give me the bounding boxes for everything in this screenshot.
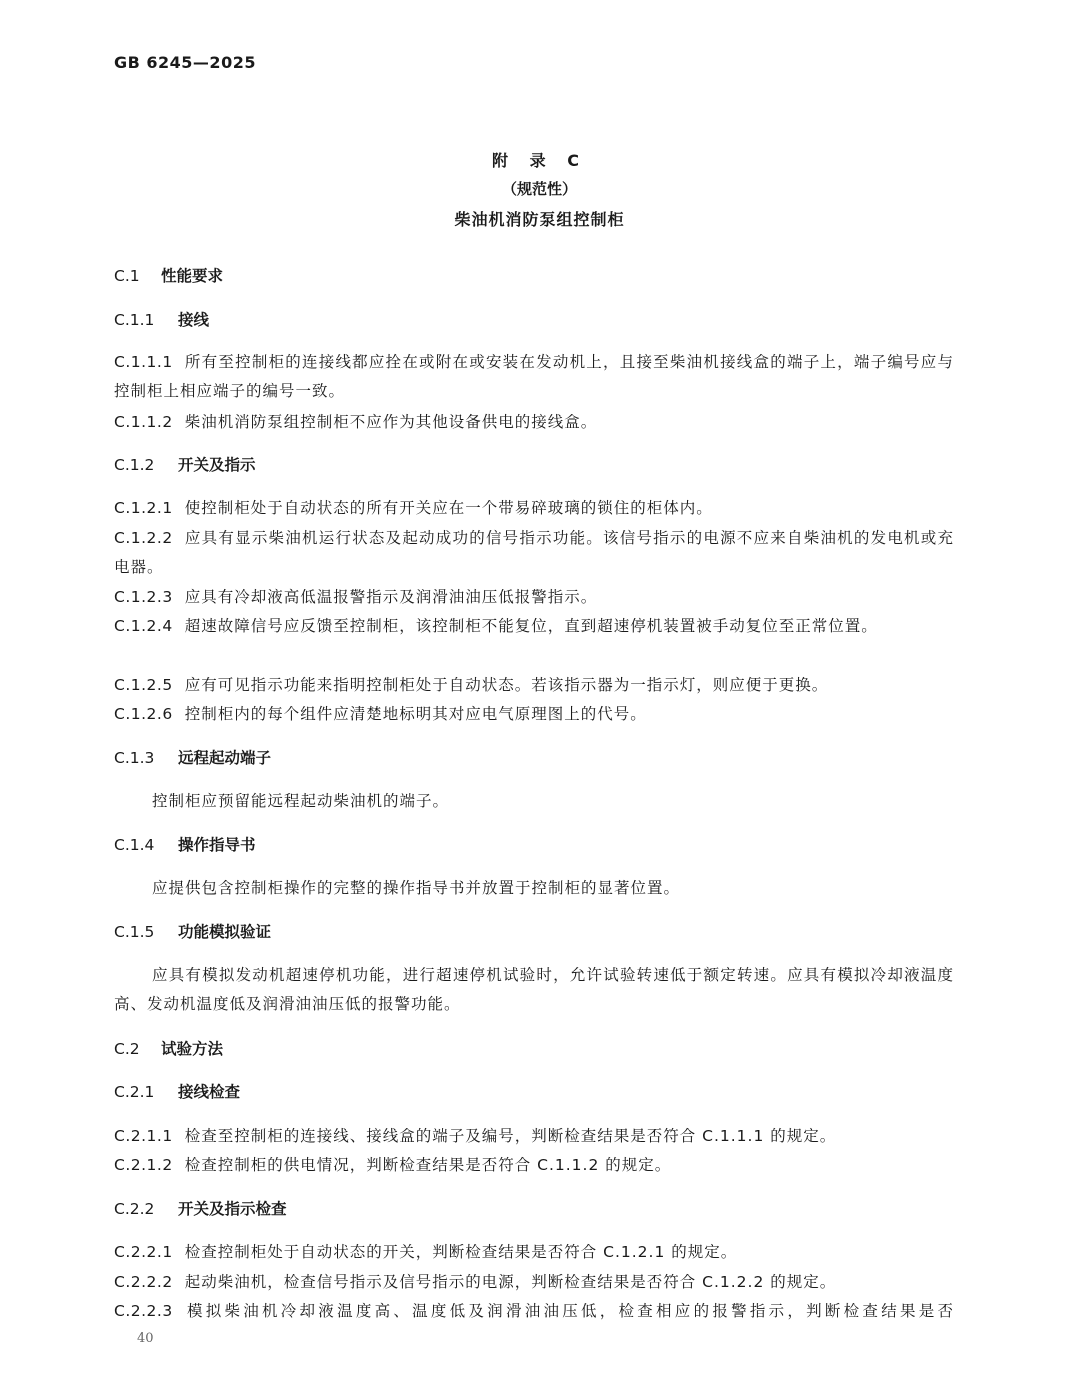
clause-paragraph xyxy=(114,524,954,582)
section-title: 开关及指示检查 xyxy=(178,1200,287,1218)
section-number: C.1.5 xyxy=(114,923,155,941)
standard-code: GB 6245—2025 xyxy=(114,53,256,72)
clause-number: C.2.2.1 xyxy=(114,1243,173,1261)
appendix-type: （规范性） xyxy=(501,180,577,198)
section-number: C.2 xyxy=(114,1040,140,1058)
clause-number: C.1.2.3 xyxy=(114,588,173,606)
clause-paragraph xyxy=(114,700,954,729)
body-paragraph: 应提供包含控制柜操作的完整的操作指导书并放置于控制柜的显著位置。 xyxy=(152,879,681,897)
section-number: C.1.4 xyxy=(114,836,155,854)
section-heading xyxy=(114,306,954,335)
appendix-name: 柴油机消防泵组控制柜 xyxy=(454,210,625,229)
clause-text: 起动柴油机，检查信号指示及信号指示的电源，判断检查结果是否符合 C.1.2.2 的规定。 xyxy=(184,1273,837,1291)
clause-text: 模拟柴油机冷却液温度高、温度低及润滑油油压低，检查相应的报警指示，判断检查结果是否 xyxy=(184,1302,954,1320)
body-paragraph: 应具有模拟发动机超速停机功能，进行超速停机试验时，允许试验转速低于额定转速。应具有模拟冷却液温度高、发动机温度低及润滑油油压低的报警功能。 xyxy=(114,966,954,1013)
page-number: 40 xyxy=(137,1331,154,1346)
section-heading xyxy=(114,1035,954,1064)
section-heading xyxy=(114,262,954,291)
section-title: 远程起动端子 xyxy=(178,749,272,767)
clause-text: 检查控制柜处于自动状态的开关，判断检查结果是否符合 C.1.2.1 的规定。 xyxy=(184,1243,738,1261)
clause-text: 检查至控制柜的连接线、接线盒的端子及编号，判断检查结果是否符合 C.1.1.1 的规定。 xyxy=(184,1127,837,1145)
clause-text: 应有可见指示功能来指明控制柜处于自动状态。若该指示器为一指示灯，则应便于更换。 xyxy=(184,676,829,694)
clause-text: 柴油机消防泵组控制柜不应作为其他设备供电的接线盒。 xyxy=(184,413,598,431)
clause-number: C.2.2.3 xyxy=(114,1302,173,1320)
section-number: C.1 xyxy=(114,267,140,285)
appendix-title: 附 录 C xyxy=(492,151,587,170)
clause-text: 使控制柜处于自动状态的所有开关应在一个带易碎玻璃的锁住的柜体内。 xyxy=(184,499,713,517)
clause-text: 应具有冷却液高低温报警指示及润滑油油压低报警指示。 xyxy=(184,588,598,606)
section-heading xyxy=(114,744,954,773)
section-number: C.1.1 xyxy=(114,311,155,329)
clause-number: C.2.1.2 xyxy=(114,1156,173,1174)
clause-number: C.2.2.2 xyxy=(114,1273,173,1291)
section-title: 功能模拟验证 xyxy=(178,923,272,941)
section-title: 操作指导书 xyxy=(178,836,256,854)
clause-number: C.1.2.5 xyxy=(114,676,173,694)
clause-number: C.1.2.1 xyxy=(114,499,173,517)
clause-paragraph xyxy=(114,408,954,437)
clause-paragraph xyxy=(114,1238,954,1267)
clause-number: C.1.2.2 xyxy=(114,529,173,547)
clause-text: 所有至控制柜的连接线都应拴在或附在或安装在发动机上，且接至柴油机接线盒的端子上，端子编号应与控制柜上相应端子的编号一致。 xyxy=(114,353,954,400)
section-title: 接线检查 xyxy=(178,1083,241,1101)
clause-paragraph xyxy=(114,583,954,612)
clause-paragraph xyxy=(114,1268,954,1297)
clause-text: 超速故障信号应反馈至控制柜，该控制柜不能复位，直到超速停机装置被手动复位至正常位置。 xyxy=(184,617,878,635)
section-heading xyxy=(114,831,954,860)
clause-number: C.1.2.6 xyxy=(114,705,173,723)
clause-number: C.1.2.4 xyxy=(114,617,173,635)
clause-paragraph xyxy=(114,612,954,641)
clause-paragraph xyxy=(114,671,954,700)
clause-paragraph xyxy=(114,1297,954,1326)
clause-text: 应具有显示柴油机运行状态及起动成功的信号指示功能。该信号指示的电源不应来自柴油机的发电机或充电器。 xyxy=(114,529,954,576)
section-heading xyxy=(114,918,954,947)
clause-number: C.2.1.1 xyxy=(114,1127,173,1145)
clause-number: C.1.1.1 xyxy=(114,353,173,371)
body-paragraph: 控制柜应预留能远程起动柴油机的端子。 xyxy=(152,792,450,810)
clause-paragraph xyxy=(114,348,954,406)
section-heading xyxy=(114,1195,954,1224)
clause-paragraph xyxy=(114,1122,954,1151)
section-number: C.2.2 xyxy=(114,1200,155,1218)
section-number: C.1.2 xyxy=(114,456,155,474)
section-title: 接线 xyxy=(178,311,210,329)
section-heading xyxy=(114,451,954,480)
section-number: C.2.1 xyxy=(114,1083,155,1101)
clause-number: C.1.1.2 xyxy=(114,413,173,431)
section-title: 性能要求 xyxy=(161,267,224,285)
section-heading xyxy=(114,1078,954,1107)
section-title: 开关及指示 xyxy=(178,456,256,474)
clause-paragraph xyxy=(114,1151,954,1180)
clause-paragraph xyxy=(114,494,954,523)
section-title: 试验方法 xyxy=(161,1040,224,1058)
clause-text: 控制柜内的每个组件应清楚地标明其对应电气原理图上的代号。 xyxy=(184,705,647,723)
clause-text: 检查控制柜的供电情况，判断检查结果是否符合 C.1.1.2 的规定。 xyxy=(184,1156,672,1174)
section-number: C.1.3 xyxy=(114,749,155,767)
